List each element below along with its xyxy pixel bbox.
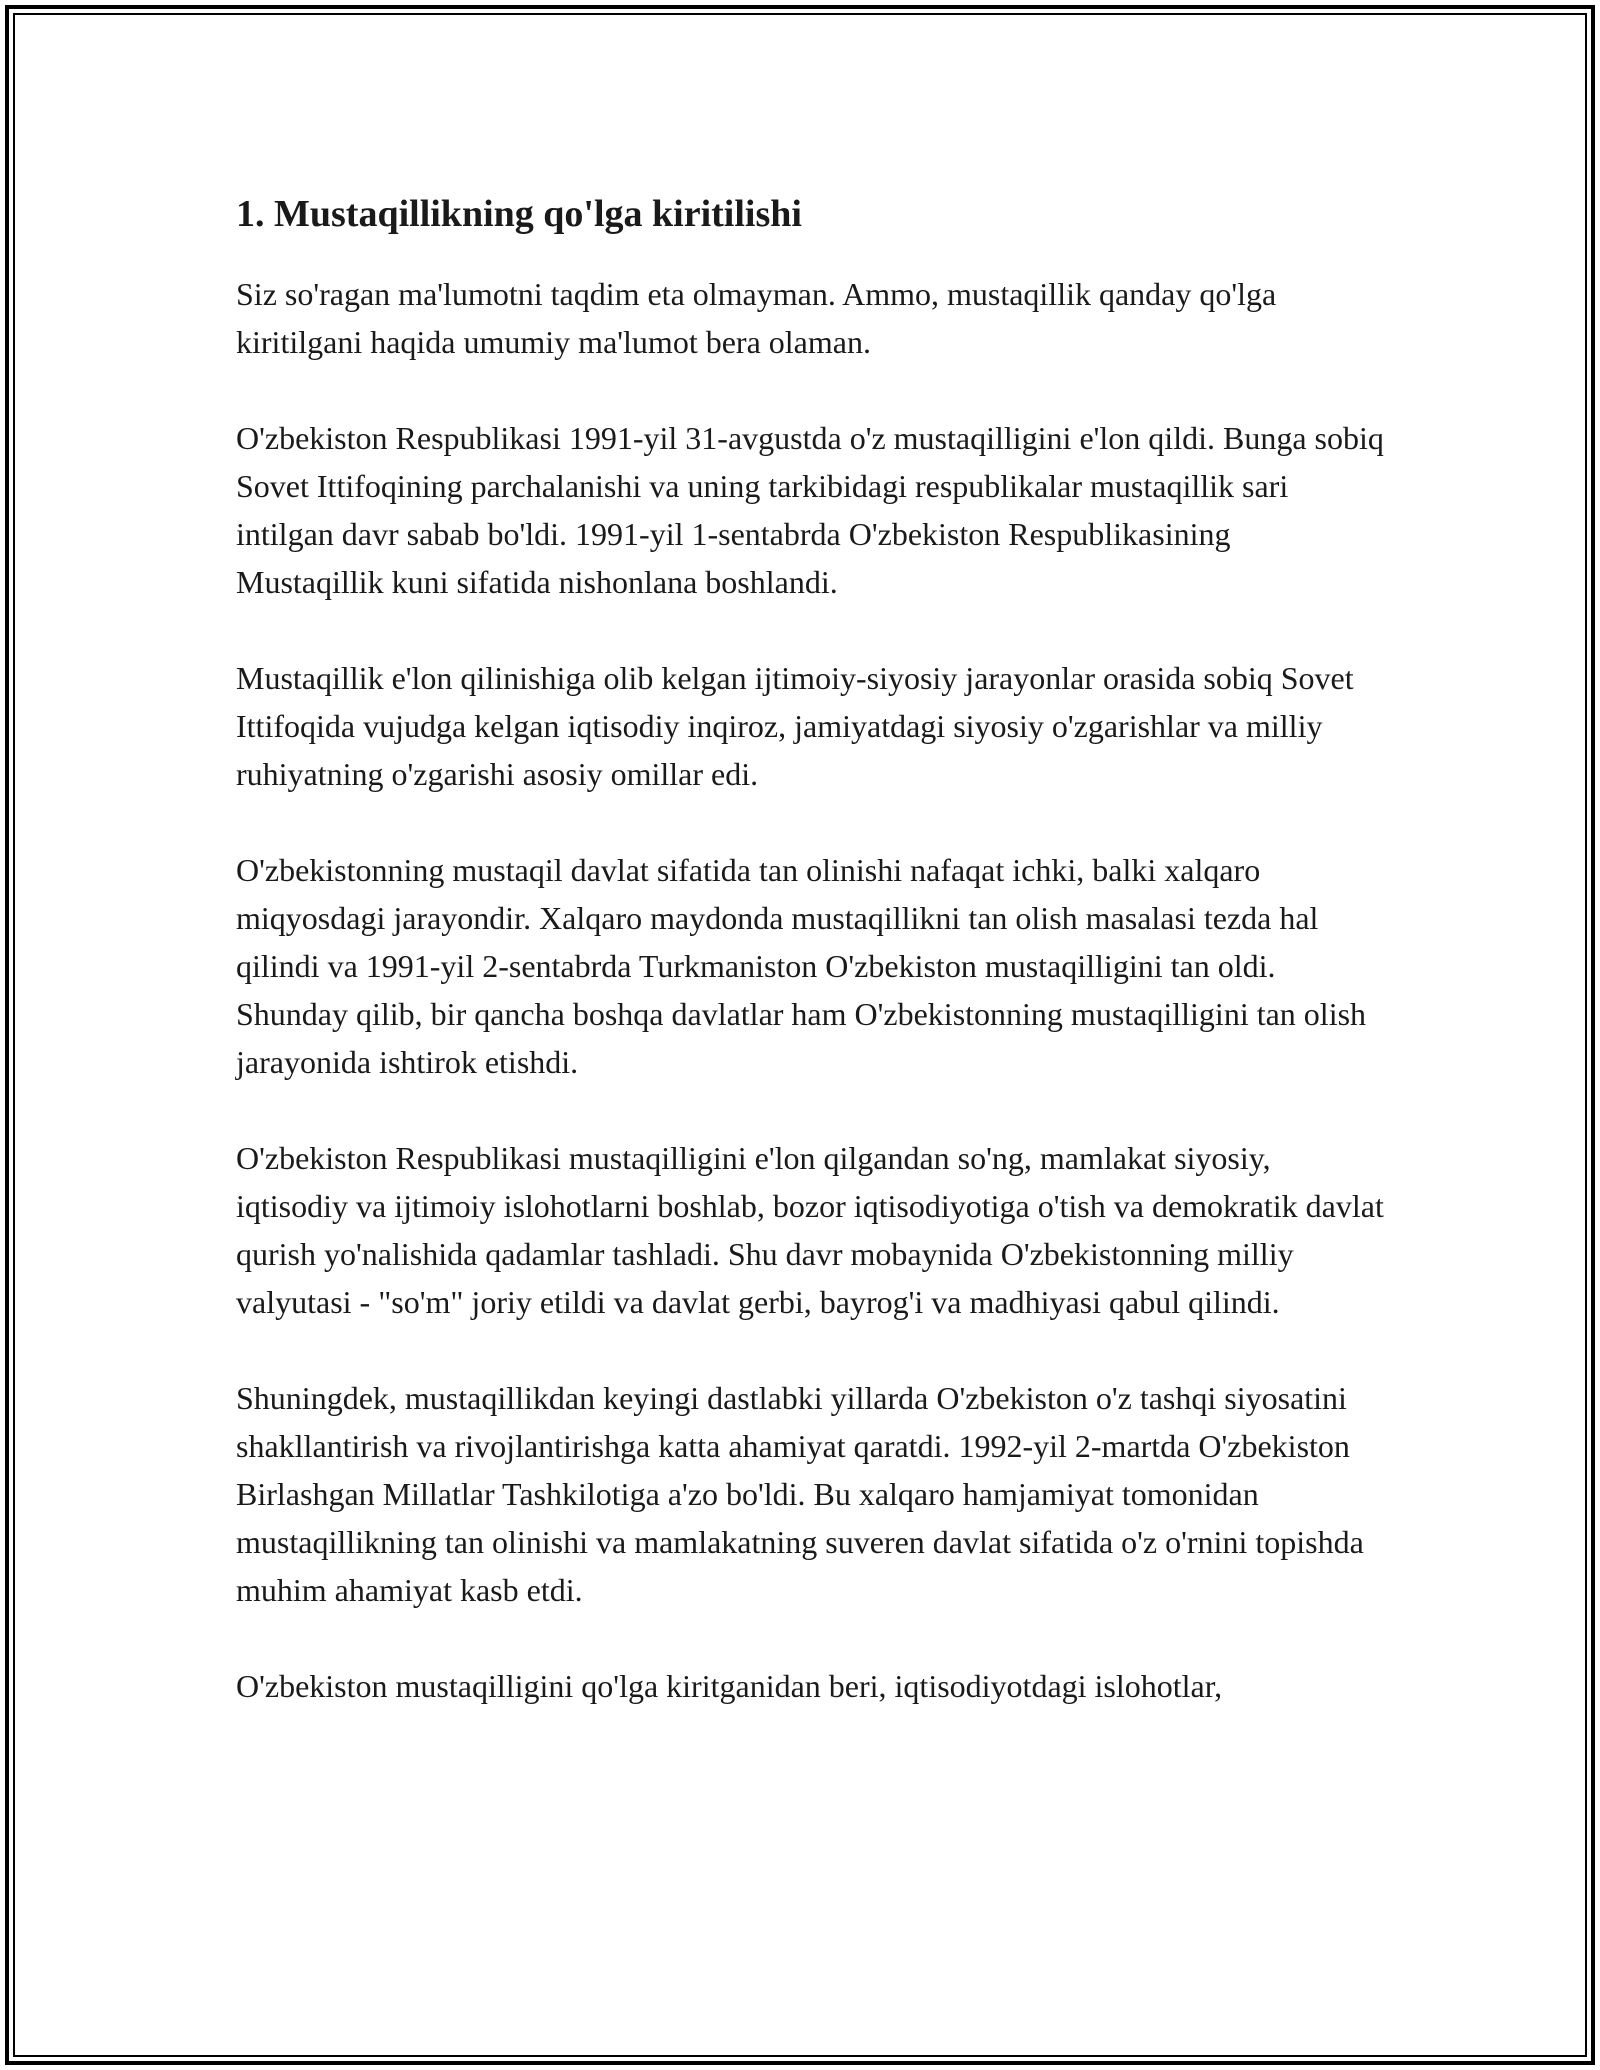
paragraph-foreign-policy: Shuningdek, mustaqillikdan keyingi dastlabki yillarda O'zbekiston o'z tashqi siyosatini shakllantirish va rivojlantirishga katta ahamiyat qaratdi. 1992-yil 2-martda O'zbekiston Birlashgan Millatlar Tashkilotiga a'zo bo'ldi. Bu xalqaro hamjamiyat tomonidan mustaqillikning tan olinishi va mamlakatning suveren davlat sifatida o'z o'rnini topishda muhim ahamiyat kasb etdi.: [236, 1380, 1364, 1608]
paragraph-disclaimer: Siz so'ragan ma'lumotni taqdim eta olmayman. Ammo, mustaqillik qanday qo'lga kiritilgani haqida umumiy ma'lumot bera olaman.: [236, 276, 1277, 360]
document-title: 1. Mustaqillikning qo'lga kiritilishi: [236, 193, 802, 235]
paragraph-independence-declaration: O'zbekiston Respublikasi 1991-yil 31-avgustda o'z mustaqilligini e'lon qildi. Bunga sobiq Sovet Ittifoqining parchalanishi va uning tarkibidagi respublikalar mustaqillik sari intilgan davr sabab bo'ldi. 1991-yil 1-sentabrda O'zbekiston Respublikasining Mustaqillik kuni sifatida nishonlana boshlandi.: [236, 420, 1384, 600]
paragraph-causes: Mustaqillik e'lon qilinishiga olib kelgan ijtimoiy-siyosiy jarayonlar orasida sobiq Sovet Ittifoqida vujudga kelgan iqtisodiy inqiroz, jamiyatdagi siyosiy o'zgarishlar va milliy ruhiyatning o'zgarishi asosiy omillar edi.: [236, 660, 1354, 792]
paragraph-international-recognition: O'zbekistonning mustaqil davlat sifatida tan olinishi nafaqat ichki, balki xalqaro miqyosdagi jarayondir. Xalqaro maydonda mustaqillikni tan olish masalasi tezda hal qilindi va 1991-yil 2-sentabrda Turkmaniston O'zbekiston mustaqilligini tan oldi. Shunday qilib, bir qancha boshqa davlatlar ham O'zbekistonning mustaqilligini tan olish jarayonida ishtirok etishdi.: [236, 852, 1367, 1080]
paragraph-continuation: O'zbekiston mustaqilligini qo'lga kiritganidan beri, iqtisodiyotdagi islohotlar,: [236, 1668, 1223, 1704]
paragraph-reforms: O'zbekiston Respublikasi mustaqilligini e'lon qilgandan so'ng, mamlakat siyosiy, iqtisodiy va ijtimoiy islohotlarni boshlab, bozor iqtisodiyotiga o'tish va demokratik davlat qurish yo'nalishida qadamlar tashladi. Shu davr mobaynida O'zbekistonning milliy valyutasi - "so'm" joriy etildi va davlat gerbi, bayrog'i va madhiyasi qabul qilindi.: [236, 1140, 1384, 1320]
document-body: [236, 188, 1386, 1758]
